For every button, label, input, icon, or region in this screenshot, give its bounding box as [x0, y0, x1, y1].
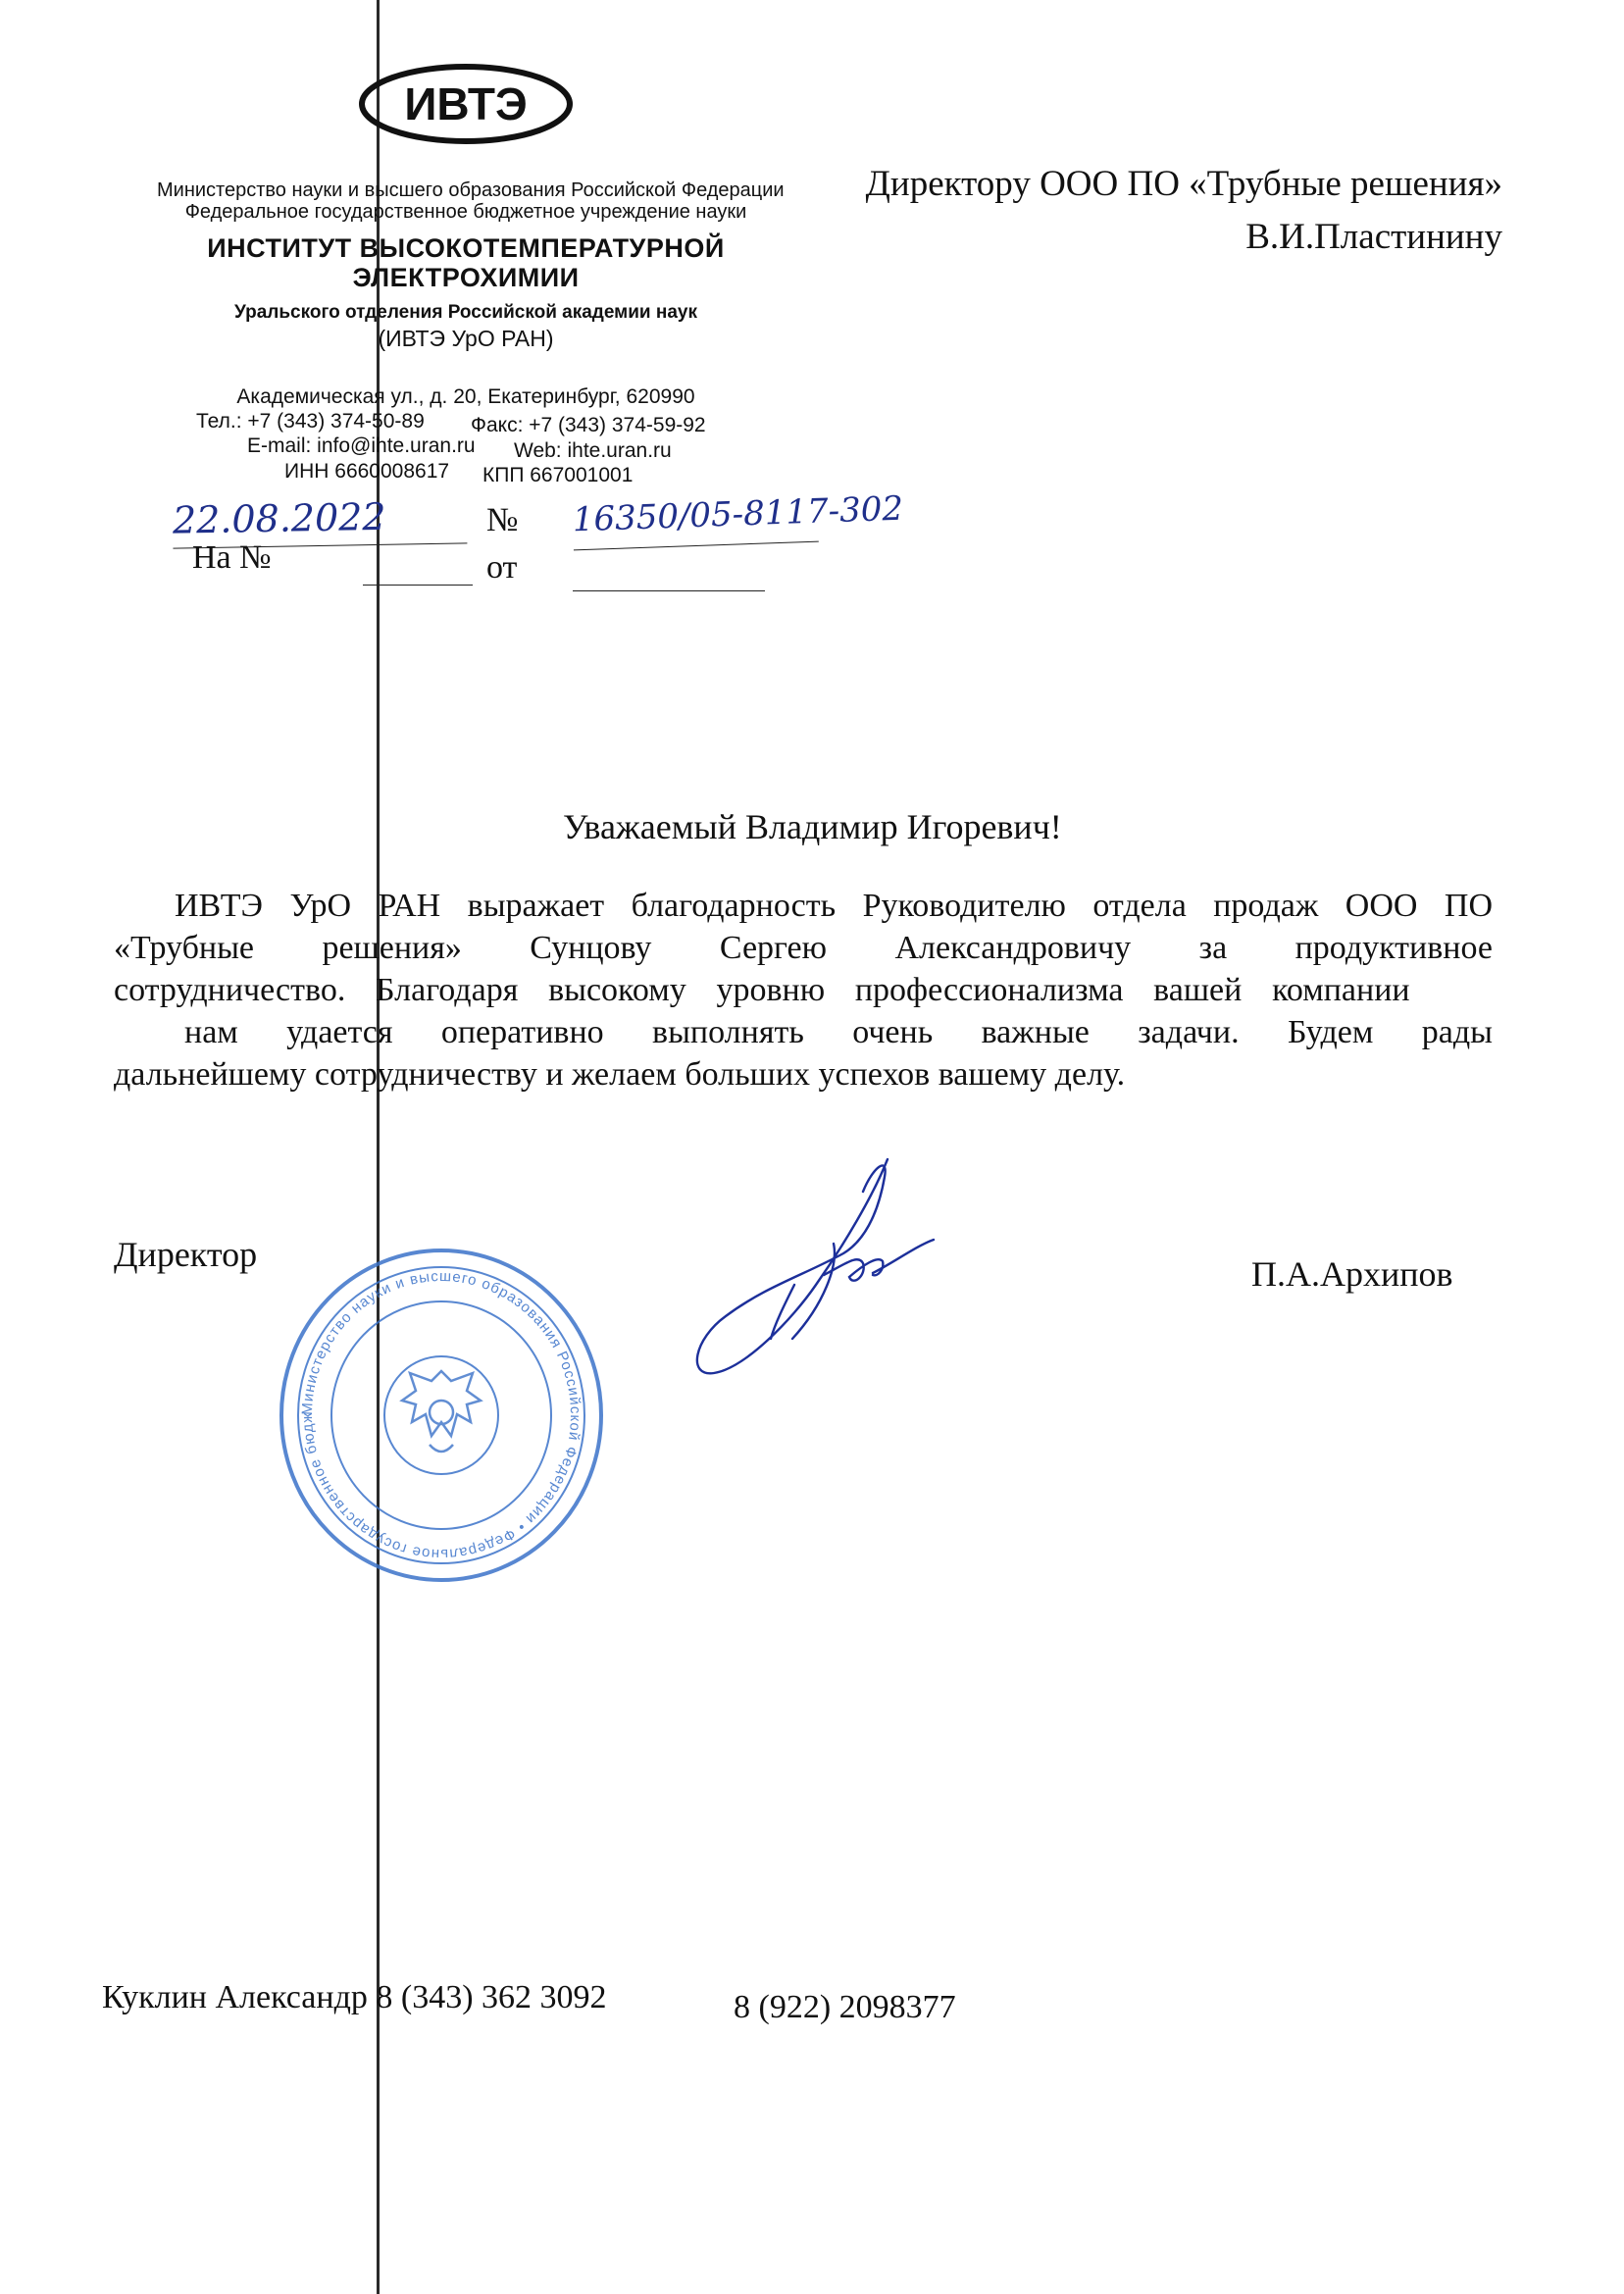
logo-text: ИВТЭ [404, 78, 528, 129]
body-line-1: ИВТЭ УрО РАН выражает благодарность Руководителю отдела продаж ООО ПО [175, 888, 1493, 924]
signatory-position: Директор [114, 1235, 258, 1274]
handwritten-signature [677, 1138, 951, 1393]
branch-line: Уральского отделения Российской академии наук [234, 302, 697, 323]
reference-number-label: На № [192, 539, 272, 576]
addressee-line-1: Директору ООО ПО «Трубные решения» [865, 164, 1502, 204]
institute-name-line-2: ЭЛЕКТРОХИМИИ [352, 263, 580, 292]
body-line-5: дальнейшему сотрудничеству и желаем больших успехов вашему делу. [114, 1056, 1126, 1093]
signatory-name: П.А.Архипов [1251, 1254, 1453, 1294]
body-line-4: нам удается оперативно выполнять очень важные задачи. Будем рады [184, 1014, 1493, 1050]
inn-line: ИНН 6660008617 [284, 460, 450, 483]
email-line: E-mail: info@ihte.uran.ru [247, 434, 476, 457]
institute-logo [357, 61, 575, 147]
body-line-3: сотрудничество. Благодаря высокому уровню профессионализма вашей компании [114, 972, 1410, 1008]
addressee-line-2: В.И.Пластинину [1245, 217, 1502, 257]
reference-date-field [573, 590, 765, 591]
reference-number-field [363, 585, 473, 586]
coat-of-arms-icon [402, 1371, 481, 1452]
registration-date: 22.08.2022 [173, 493, 468, 548]
body-line-2: «Трубные решения» Сунцову Сергею Александровичу за продуктивное [114, 930, 1493, 966]
address-line: Академическая ул., д. 20, Екатеринбург, 620990 [236, 385, 695, 408]
agency-line: Федеральное государственное бюджетное учреждение науки [184, 201, 747, 223]
salutation: Уважаемый Владимир Игоревич! [563, 807, 1062, 846]
official-seal [275, 1244, 608, 1587]
svg-text:Министерство науки и высшего о [275, 1244, 584, 1562]
fax-line: Факс: +7 (343) 374-59-92 [471, 414, 706, 436]
kpp-line: КПП 667001001 [482, 464, 634, 486]
registration-number-label: № [486, 502, 519, 538]
reference-date-label: от [486, 549, 518, 586]
phone-line: Тел.: +7 (343) 374-50-89 [196, 410, 425, 433]
contact-name-phone: Куклин Александр 8 (343) 362 3092 [102, 1979, 607, 2015]
institute-name-line-1: ИНСТИТУТ ВЫСОКОТЕМПЕРАТУРНОЙ [207, 233, 725, 263]
seal-text: Министерство науки и высшего образования Российской Федерации • Федеральное государственное бюдж [298, 1267, 584, 1563]
registration-number: 16350/05-8117-302 [572, 492, 819, 551]
letter-body [114, 885, 1493, 1096]
institute-abbreviation: (ИВТЭ УрО РАН) [378, 326, 554, 351]
contact-mobile: 8 (922) 2098377 [734, 1989, 956, 2025]
web-line: Web: ihte.uran.ru [514, 439, 672, 462]
ministry-line: Министерство науки и высшего образования Российской Федерации [157, 179, 785, 201]
